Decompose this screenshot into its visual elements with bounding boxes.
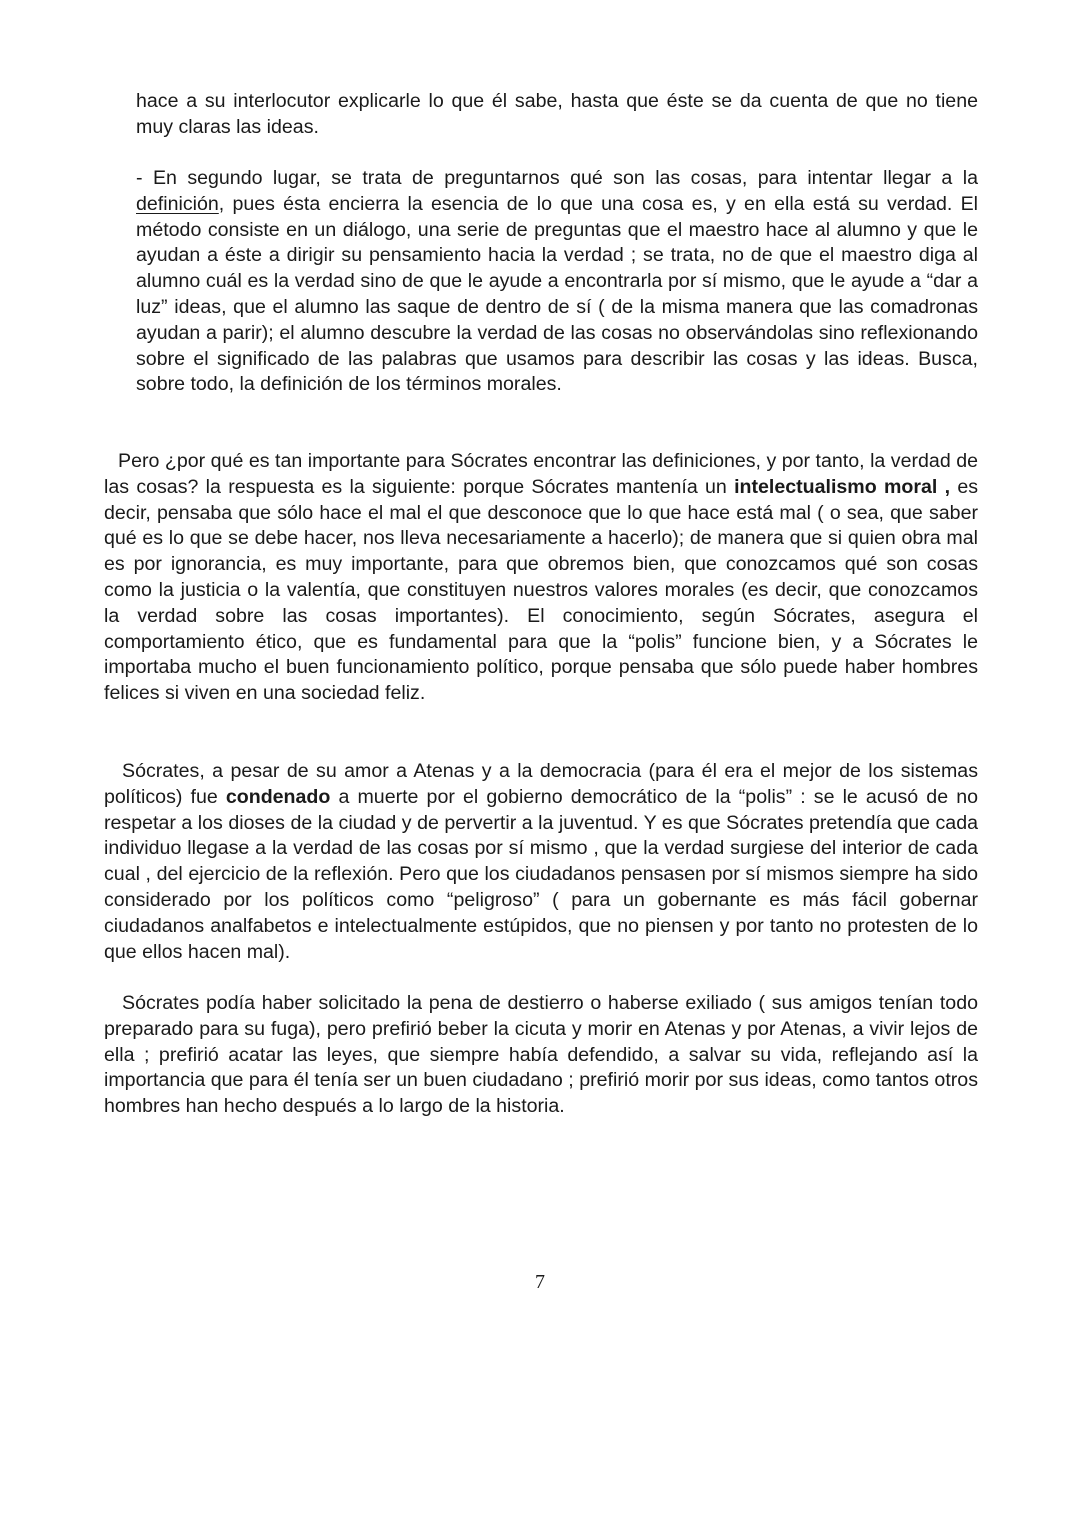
bold-term-condenado: condenado bbox=[225, 785, 331, 808]
paragraph-condemnation bbox=[104, 759, 978, 965]
paragraph-intellectualism bbox=[104, 449, 978, 707]
underlined-term-definicion: definición bbox=[136, 192, 219, 215]
paragraph-text: hace a su interlocutor explicarle lo que él sabe, hasta que éste se da cuenta de que no tiene muy claras las ideas. bbox=[136, 90, 978, 138]
paragraph-lead: Pero ¿por qué es tan importante para Sócrates encontrar las definiciones, y por tanto, la verdad de las cosas? la respuesta es la siguiente: porque Sócrates mantenía un bbox=[104, 450, 978, 498]
paragraph-definition bbox=[136, 166, 978, 398]
paragraph-lead: - En segundo lugar, se trata de preguntarnos qué son las cosas, para intentar llegar a la bbox=[136, 167, 978, 189]
paragraph-hemlock bbox=[104, 991, 978, 1120]
paragraph-lead: Sócrates, a pesar de su amor a Atenas y a la democracia (para él era el mejor de los sistemas políticos) fue bbox=[104, 760, 978, 808]
paragraph-interlocutor bbox=[136, 89, 978, 141]
paragraph-text: Sócrates podía haber solicitado la pena de destierro o haberse exiliado ( sus amigos tenían todo preparado para su fuga), pero prefirió beber la cicuta y morir en Atenas y por Atenas, a vivir lejos de ella ; prefirió acatar las leyes, que siempre había defendido, a salvar su vida, reflejando así la importancia que para él tenía ser un buen ciudadano ; prefirió morir por sus ideas, como tantos otros hombres han hecho después a lo largo de la historia. bbox=[104, 992, 978, 1118]
bold-term-intelectualismo-moral: intelectualismo moral , bbox=[734, 475, 951, 498]
paragraph-rest: es decir, pensaba que sólo hace el mal el que desconoce que lo que hace está mal ( o sea, que saber qué es lo que se debe hacer, nos lleva necesariamente a hacerlo); de manera que si quien obra mal es por ignorancia, es muy importante, para que obremos bien, que conozcamos qué son cosas como la justicia o la valentía, que constituyen nuestros valores morales (es decir, que conozcamos la verdad sobre las cosas importantes). El conocimiento, según Sócrates, asegura el comportamiento ético, que es fundamental para que la “polis” funcione bien, y a Sócrates le importaba mucho el buen funcionamiento político, porque pensaba que sólo puede haber hombres felices si viven en una sociedad feliz. bbox=[104, 475, 979, 705]
paragraph-rest: a muerte por el gobierno democrático de la “polis” : se le acusó de no respetar a los dioses de la ciudad y de pervertir a la juventud. Y es que Sócrates pretendía que cada individuo llegase a la verdad de las cosas por sí mismo , que la verdad surgiese del interior de cada cual , del ejercicio de la reflexión. Pero que los ciudadanos pensasen por sí mismos siempre ha sido considerado por los políticos como “peligroso” ( para un gobernante es más fácil gobernar ciudadanos analfabetos e intelectualmente estúpidos, que no piensen y por tanto no protesten de lo que ellos hacen mal). bbox=[104, 785, 979, 963]
page-number: 7 bbox=[535, 1271, 545, 1293]
paragraph-rest: , pues ésta encierra la esencia de lo que una cosa es, y en ella está su verdad. El método consiste en un diálogo, una serie de preguntas que el maestro hace al alumno y que le ayudan a éste a dirigir su pensamiento hacia la verdad ; se trata, no de que el maestro diga al alumno cuál es la verdad sino de que le ayude a encontrarla por sí mismo, que le ayude a “dar a luz” ideas, que el alumno las saque de dentro de sí ( de la misma manera que las comadronas ayudan a parir); el alumno descubre la verdad de las cosas no observándolas sino reflexionando sobre el significado de las palabras que usamos para describir las cosas y las ideas. Busca, sobre todo, la definición de los términos morales. bbox=[136, 192, 978, 396]
